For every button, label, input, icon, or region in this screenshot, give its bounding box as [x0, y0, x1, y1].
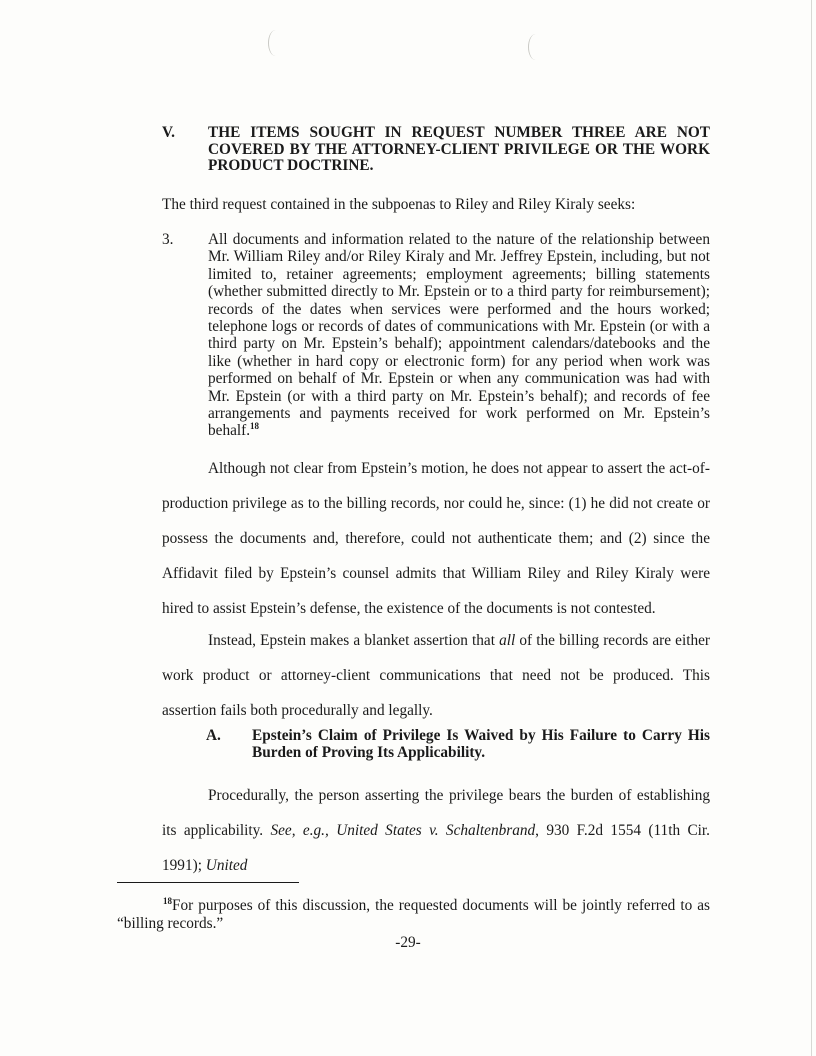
subsection-title: Epstein’s Claim of Privilege Is Waived by His Failure to Carry His Burden of Proving Its Applicability. — [252, 727, 710, 761]
paragraph-blanket-assertion — [162, 623, 710, 728]
subsection-number: A. — [206, 727, 221, 744]
para2-emphasis: all — [499, 632, 516, 649]
footnote-18 — [117, 897, 710, 933]
request-body: All documents and information related to the nature of the relationship between Mr. William Riley and/or Riley Kiraly and Mr. Jeffrey Epstein, including, but not limited to, retainer agreements; employment agreements; billing statements (whether submitted directly to Mr. Epstein or to a third party for reimbursement); records of the dates when services were performed and the hours worked; telephone logs or records of dates of communications with Mr. Epstein (or with a third party on Mr. Epstein’s behalf); appointment calendars/datebooks and the like (whether in hard copy or electronic form) for any period when work was performed on behalf of Mr. Epstein or when any communication was had with Mr. Epstein (or with a third party on Mr. Epstein’s behalf); and records of fee arrangements and payments received for work performed on Mr. Epstein’s behalf. — [208, 231, 710, 440]
paragraph-act-of-production: Although not clear from Epstein’s motion, he does not appear to assert the act-of-production privilege as to the billing records, nor could he, since: (1) he did not create or possess the documents and, therefore, could not authenticate them; and (2) since the Affidavit filed by Epstein’s counsel admits that William Riley and Riley Kiraly were hired to assist Epstein’s defense, the existence of the documents is not contested. — [162, 460, 710, 617]
footnote-number: 18 — [163, 895, 172, 906]
subsection-heading — [206, 727, 710, 761]
page-number: -29- — [395, 934, 421, 951]
footnote-text: For purposes of this discussion, the requested documents will be jointly referred to as “billing records.” — [117, 897, 710, 932]
footnote-ref: 18 — [250, 421, 260, 432]
request-number: 3. — [162, 231, 174, 248]
scan-artifact — [268, 30, 283, 56]
paragraph-burden — [162, 778, 710, 883]
section-heading — [162, 125, 710, 175]
case-name-continued: United — [205, 857, 248, 874]
citation-signal: See, e.g., — [270, 822, 329, 839]
para2-before: Instead, Epstein makes a blanket assertion that — [208, 632, 500, 649]
case-name: United States v. Schaltenbrand — [336, 822, 536, 839]
para3-before: Procedurally, the person asserting the privilege bears the burden of establishing its applicability. — [162, 787, 710, 839]
request-text — [208, 231, 710, 440]
section-title: THE ITEMS SOUGHT IN REQUEST NUMBER THREE ARE NOT COVERED BY THE ATTORNEY-CLIENT PRIVILEGE OR THE WORK PRODUCT DOCTRINE. — [208, 124, 710, 174]
section-number: V. — [162, 124, 175, 141]
intro-text: The third request contained in the subpoenas to Riley and Riley Kiraly seeks: — [162, 196, 636, 213]
footnote-separator — [117, 882, 299, 883]
case-citation: , 930 F.2d 1554 (11th Cir. 1991); — [162, 822, 710, 874]
scan-artifact — [528, 34, 543, 60]
block-quote-request — [162, 231, 710, 440]
page-edge — [811, 0, 812, 1056]
para2-after: of the billing records are either work product or attorney-client communications that need not be produced. This assertion fails both procedurally and legally. — [162, 632, 710, 719]
